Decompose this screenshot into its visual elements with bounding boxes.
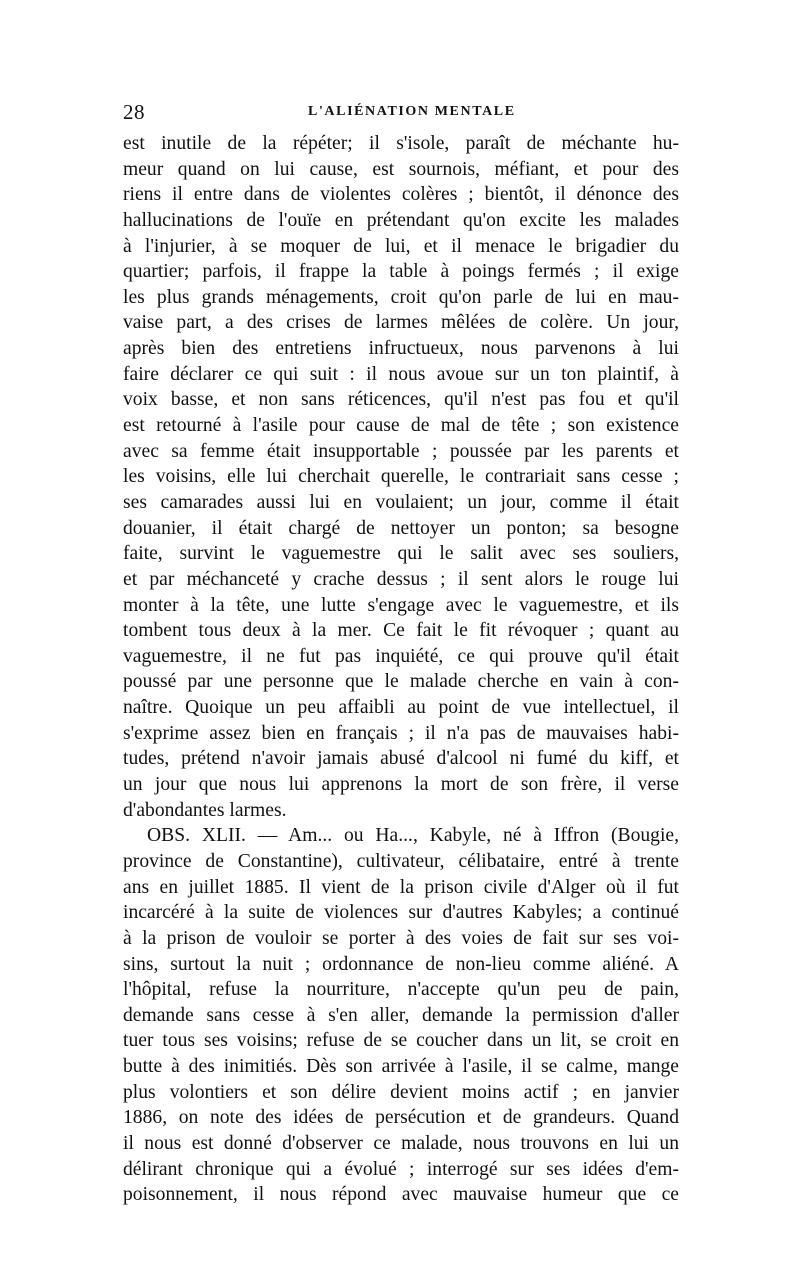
text-line: plus volontiers et son délire devient moins actif ; en janvier — [123, 1081, 679, 1103]
text-line: à l'injurier, à se moquer de lui, et il menace le brigadier du — [123, 235, 679, 257]
text-line: quartier; parfois, il frappe la table à poings fermés ; il exige — [123, 261, 679, 283]
text-line: il nous est donné d'observer ce malade, nous trouvons en lui un — [123, 1132, 679, 1154]
paragraph-end-line: d'abondantes larmes. — [123, 799, 287, 821]
text-line: ans en juillet 1885. Il vient de la prison civile d'Alger où il fut — [123, 876, 679, 898]
text-line: faite, survint le vaguemestre qui le salit avec ses souliers, — [123, 543, 679, 565]
text-line: est retourné à l'asile pour cause de mal de tête ; son existence — [123, 415, 679, 437]
text-line: et par méchanceté y crache dessus ; il sent alors le rouge lui — [123, 568, 679, 590]
text-line: s'exprime assez bien en français ; il n'a pas de mauvaises habi- — [123, 722, 679, 744]
text-line: incarcéré à la suite de violences sur d'autres Kabyles; a continué — [123, 902, 679, 924]
text-line: est inutile de la répéter; il s'isole, paraît de méchante hu- — [123, 133, 679, 154]
text-line: riens il entre dans de violentes colères ; bientôt, il dénonce des — [123, 184, 679, 206]
text-line: tudes, prétend n'avoir jamais abusé d'alcool ni fumé du kiff, et — [123, 748, 679, 770]
text-line: l'hôpital, refuse la nourriture, n'accepte qu'un peu de pain, — [123, 979, 679, 1001]
text-line: ses camarades aussi lui en voulaient; un jour, comme il était — [123, 491, 679, 513]
text-line: hallucinations de l'ouïe en prétendant qu'on excite les malades — [123, 209, 679, 231]
text-line: douanier, il était chargé de nettoyer un ponton; sa besogne — [123, 517, 679, 539]
text-line: naître. Quoique un peu affaibli au point de vue intellectuel, il — [123, 697, 679, 719]
text-line: vaguemestre, il ne fut pas inquiété, ce qui prouve qu'il était — [123, 645, 679, 667]
text-line: à la prison de vouloir se porter à des voies de fait sur ses voi- — [123, 927, 679, 949]
text-line: après bien des entretiens infructueux, nous parvenons à lui — [123, 338, 679, 360]
page-number: 28 — [123, 100, 145, 124]
text-line: poisonnement, il nous répond avec mauvaise humeur que ce — [123, 1184, 679, 1206]
text-line: voix basse, et non sans réticences, qu'il n'est pas fou et qu'il — [123, 389, 679, 411]
text-line: meur quand on lui cause, est sournois, méfiant, et pour des — [123, 158, 679, 180]
text-line: sins, surtout la nuit ; ordonnance de non-lieu comme aliéné. A — [123, 953, 679, 975]
text-line: les voisins, elle lui cherchait querelle, le contrariait sans cesse ; — [123, 466, 679, 488]
text-line: 1886, on note des idées de persécution et de grandeurs. Quand — [123, 1107, 679, 1129]
text-line: délirant chronique qui a évolué ; interrogé sur ses idées d'em- — [123, 1158, 679, 1180]
running-title: L'ALIÉNATION MENTALE — [308, 104, 516, 119]
text-line: poussé par une personne que le malade cherche en vain à con- — [123, 671, 679, 693]
text-line: les plus grands ménagements, croit qu'on parle de lui en mau- — [123, 286, 679, 308]
text-line: tombent tous deux à la mer. Ce fait le fit révoquer ; quant au — [123, 620, 679, 642]
body-text — [123, 131, 679, 1208]
text-line: vaise part, a des crises de larmes mêlées de colère. Un jour, — [123, 312, 679, 334]
text-line: province de Constantine), cultivateur, célibataire, entré à trente — [123, 850, 679, 872]
observation-heading-line: OBS. XLII. — Am... ou Ha..., Kabyle, né à Iffron (Bougie, — [147, 825, 679, 847]
text-line: demande sans cesse à s'en aller, demande la permission d'aller — [123, 1004, 679, 1026]
text-line: un jour que nous lui apprenons la mort de son frère, il verse — [123, 774, 679, 796]
text-line: faire déclarer ce qui suit : il nous avoue sur un ton plaintif, à — [123, 363, 679, 385]
text-line: butte à des inimitiés. Dès son arrivée à l'asile, il se calme, mange — [123, 1056, 679, 1078]
page-header — [123, 100, 679, 126]
text-line: avec sa femme était insupportable ; poussée par les parents et — [123, 440, 679, 462]
text-line: tuer tous ses voisins; refuse de se coucher dans un lit, se croit en — [123, 1030, 679, 1052]
text-line: monter à la tête, une lutte s'engage avec le vaguemestre, et ils — [123, 594, 679, 616]
